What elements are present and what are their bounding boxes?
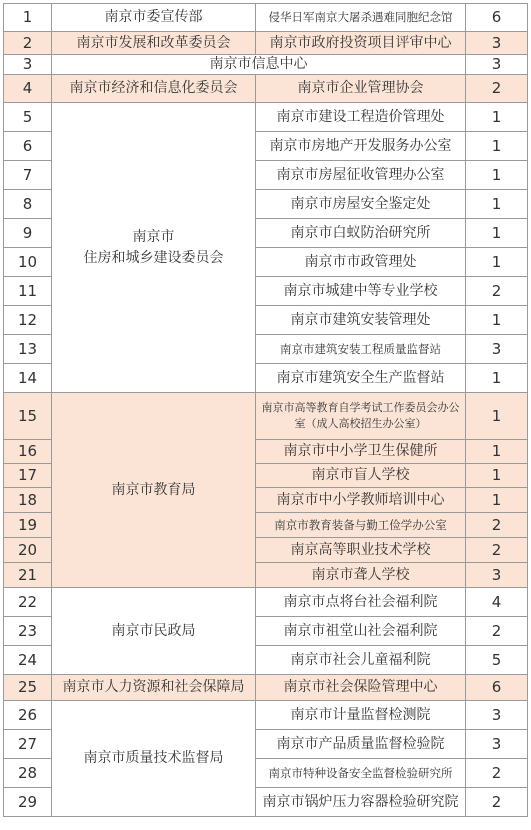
count-cell: 1 — [466, 132, 528, 161]
unit-cell: 南京市社会保险管理中心 — [256, 675, 466, 701]
unit-cell: 南京市教育装备与勤工俭学办公室 — [256, 513, 466, 538]
row-number: 10 — [4, 248, 52, 277]
table-row — [4, 4, 528, 32]
count-cell: 3 — [466, 563, 528, 588]
row-number: 28 — [4, 759, 52, 788]
department-cell-housing — [52, 103, 256, 393]
count-cell: 1 — [466, 440, 528, 464]
row-number: 17 — [4, 464, 52, 488]
row-number: 21 — [4, 563, 52, 588]
unit-cell: 南京市社会儿童福利院 — [256, 646, 466, 675]
unit-cell: 南京市特种设备安全监督检验研究所 — [256, 759, 466, 788]
table-row — [4, 103, 528, 132]
count-cell: 1 — [466, 488, 528, 513]
count-cell: 2 — [466, 513, 528, 538]
department-cell: 南京市人力资源和社会保障局 — [52, 675, 256, 701]
count-cell: 6 — [466, 4, 528, 32]
row-number: 16 — [4, 440, 52, 464]
unit-cell: 南京市市政管理处 — [256, 248, 466, 277]
department-cell: 南京市委宣传部 — [52, 4, 256, 32]
count-cell: 5 — [466, 646, 528, 675]
department-cell-civil-affairs: 南京市民政局 — [52, 588, 256, 675]
count-cell: 3 — [466, 32, 528, 55]
row-number: 11 — [4, 277, 52, 306]
merged-unit-cell: 南京市信息中心 — [52, 55, 466, 75]
count-cell: 2 — [466, 759, 528, 788]
row-number: 26 — [4, 701, 52, 730]
department-cell-quality: 南京市质量技术监督局 — [52, 701, 256, 817]
count-cell: 2 — [466, 538, 528, 563]
count-cell: 1 — [466, 306, 528, 335]
row-number: 22 — [4, 588, 52, 617]
table-row — [4, 675, 528, 701]
row-number: 9 — [4, 219, 52, 248]
unit-cell: 南京市盲人学校 — [256, 464, 466, 488]
unit-cell: 南京市建筑安装管理处 — [256, 306, 466, 335]
row-number: 14 — [4, 364, 52, 393]
count-cell: 1 — [466, 364, 528, 393]
unit-cell: 南京市房屋安全鉴定处 — [256, 190, 466, 219]
row-number: 3 — [4, 55, 52, 75]
row-number: 20 — [4, 538, 52, 563]
row-number: 24 — [4, 646, 52, 675]
count-cell: 2 — [466, 788, 528, 817]
unit-cell: 南京高等职业技术学校 — [256, 538, 466, 563]
count-cell: 1 — [466, 248, 528, 277]
count-cell: 1 — [466, 393, 528, 440]
unit-cell: 南京市政府投资项目评审中心 — [256, 32, 466, 55]
table-row — [4, 32, 528, 55]
unit-cell: 南京市中小学卫生保健所 — [256, 440, 466, 464]
table-row — [4, 393, 528, 440]
row-number: 25 — [4, 675, 52, 701]
unit-cell: 南京市建筑安装工程质量监督站 — [256, 335, 466, 364]
unit-cell: 南京市建筑安全生产监督站 — [256, 364, 466, 393]
row-number: 6 — [4, 132, 52, 161]
row-number: 23 — [4, 617, 52, 646]
count-cell: 3 — [466, 55, 528, 75]
count-cell: 3 — [466, 701, 528, 730]
unit-cell: 南京市建设工程造价管理处 — [256, 103, 466, 132]
table-row — [4, 588, 528, 617]
count-cell: 4 — [466, 588, 528, 617]
unit-cell: 南京市房地产开发服务办公室 — [256, 132, 466, 161]
table-row — [4, 701, 528, 730]
count-cell: 1 — [466, 219, 528, 248]
count-cell: 1 — [466, 190, 528, 219]
department-line: 南京市 — [132, 228, 175, 245]
count-cell: 2 — [466, 277, 528, 306]
recruitment-table — [3, 3, 528, 817]
count-cell: 3 — [466, 335, 528, 364]
unit-cell: 南京市高等教育自学考试工作委员会办公室（成人高校招生办公室） — [256, 393, 466, 440]
unit-cell: 南京市中小学教师培训中心 — [256, 488, 466, 513]
department-cell-education: 南京市教育局 — [52, 393, 256, 588]
row-number: 2 — [4, 32, 52, 55]
unit-cell: 南京市企业管理协会 — [256, 75, 466, 103]
table-row — [4, 75, 528, 103]
row-number: 18 — [4, 488, 52, 513]
unit-cell: 侵华日军南京大屠杀遇难同胞纪念馆 — [256, 4, 466, 32]
row-number: 19 — [4, 513, 52, 538]
unit-cell: 南京市锅炉压力容器检验研究院 — [256, 788, 466, 817]
row-number: 5 — [4, 103, 52, 132]
unit-cell: 南京市点将台社会福利院 — [256, 588, 466, 617]
row-number: 27 — [4, 730, 52, 759]
count-cell: 2 — [466, 617, 528, 646]
unit-cell: 南京市祖堂山社会福利院 — [256, 617, 466, 646]
unit-cell: 南京市计量监督检测院 — [256, 701, 466, 730]
unit-cell: 南京市城建中等专业学校 — [256, 277, 466, 306]
row-number: 7 — [4, 161, 52, 190]
row-number: 29 — [4, 788, 52, 817]
unit-cell: 南京市聋人学校 — [256, 563, 466, 588]
row-number: 13 — [4, 335, 52, 364]
count-cell: 2 — [466, 75, 528, 103]
department-line: 住房和城乡建设委员会 — [83, 249, 224, 266]
unit-cell: 南京市房屋征收管理办公室 — [256, 161, 466, 190]
row-number: 12 — [4, 306, 52, 335]
count-cell: 1 — [466, 103, 528, 132]
unit-cell: 南京市白蚁防治研究所 — [256, 219, 466, 248]
row-number: 4 — [4, 75, 52, 103]
count-cell: 3 — [466, 730, 528, 759]
department-cell: 南京市发展和改革委员会 — [52, 32, 256, 55]
count-cell: 6 — [466, 675, 528, 701]
row-number: 8 — [4, 190, 52, 219]
table-row — [4, 55, 528, 75]
unit-cell: 南京市产品质量监督检验院 — [256, 730, 466, 759]
row-number: 1 — [4, 4, 52, 32]
count-cell: 1 — [466, 161, 528, 190]
count-cell: 1 — [466, 464, 528, 488]
row-number: 15 — [4, 393, 52, 440]
department-cell: 南京市经济和信息化委员会 — [52, 75, 256, 103]
